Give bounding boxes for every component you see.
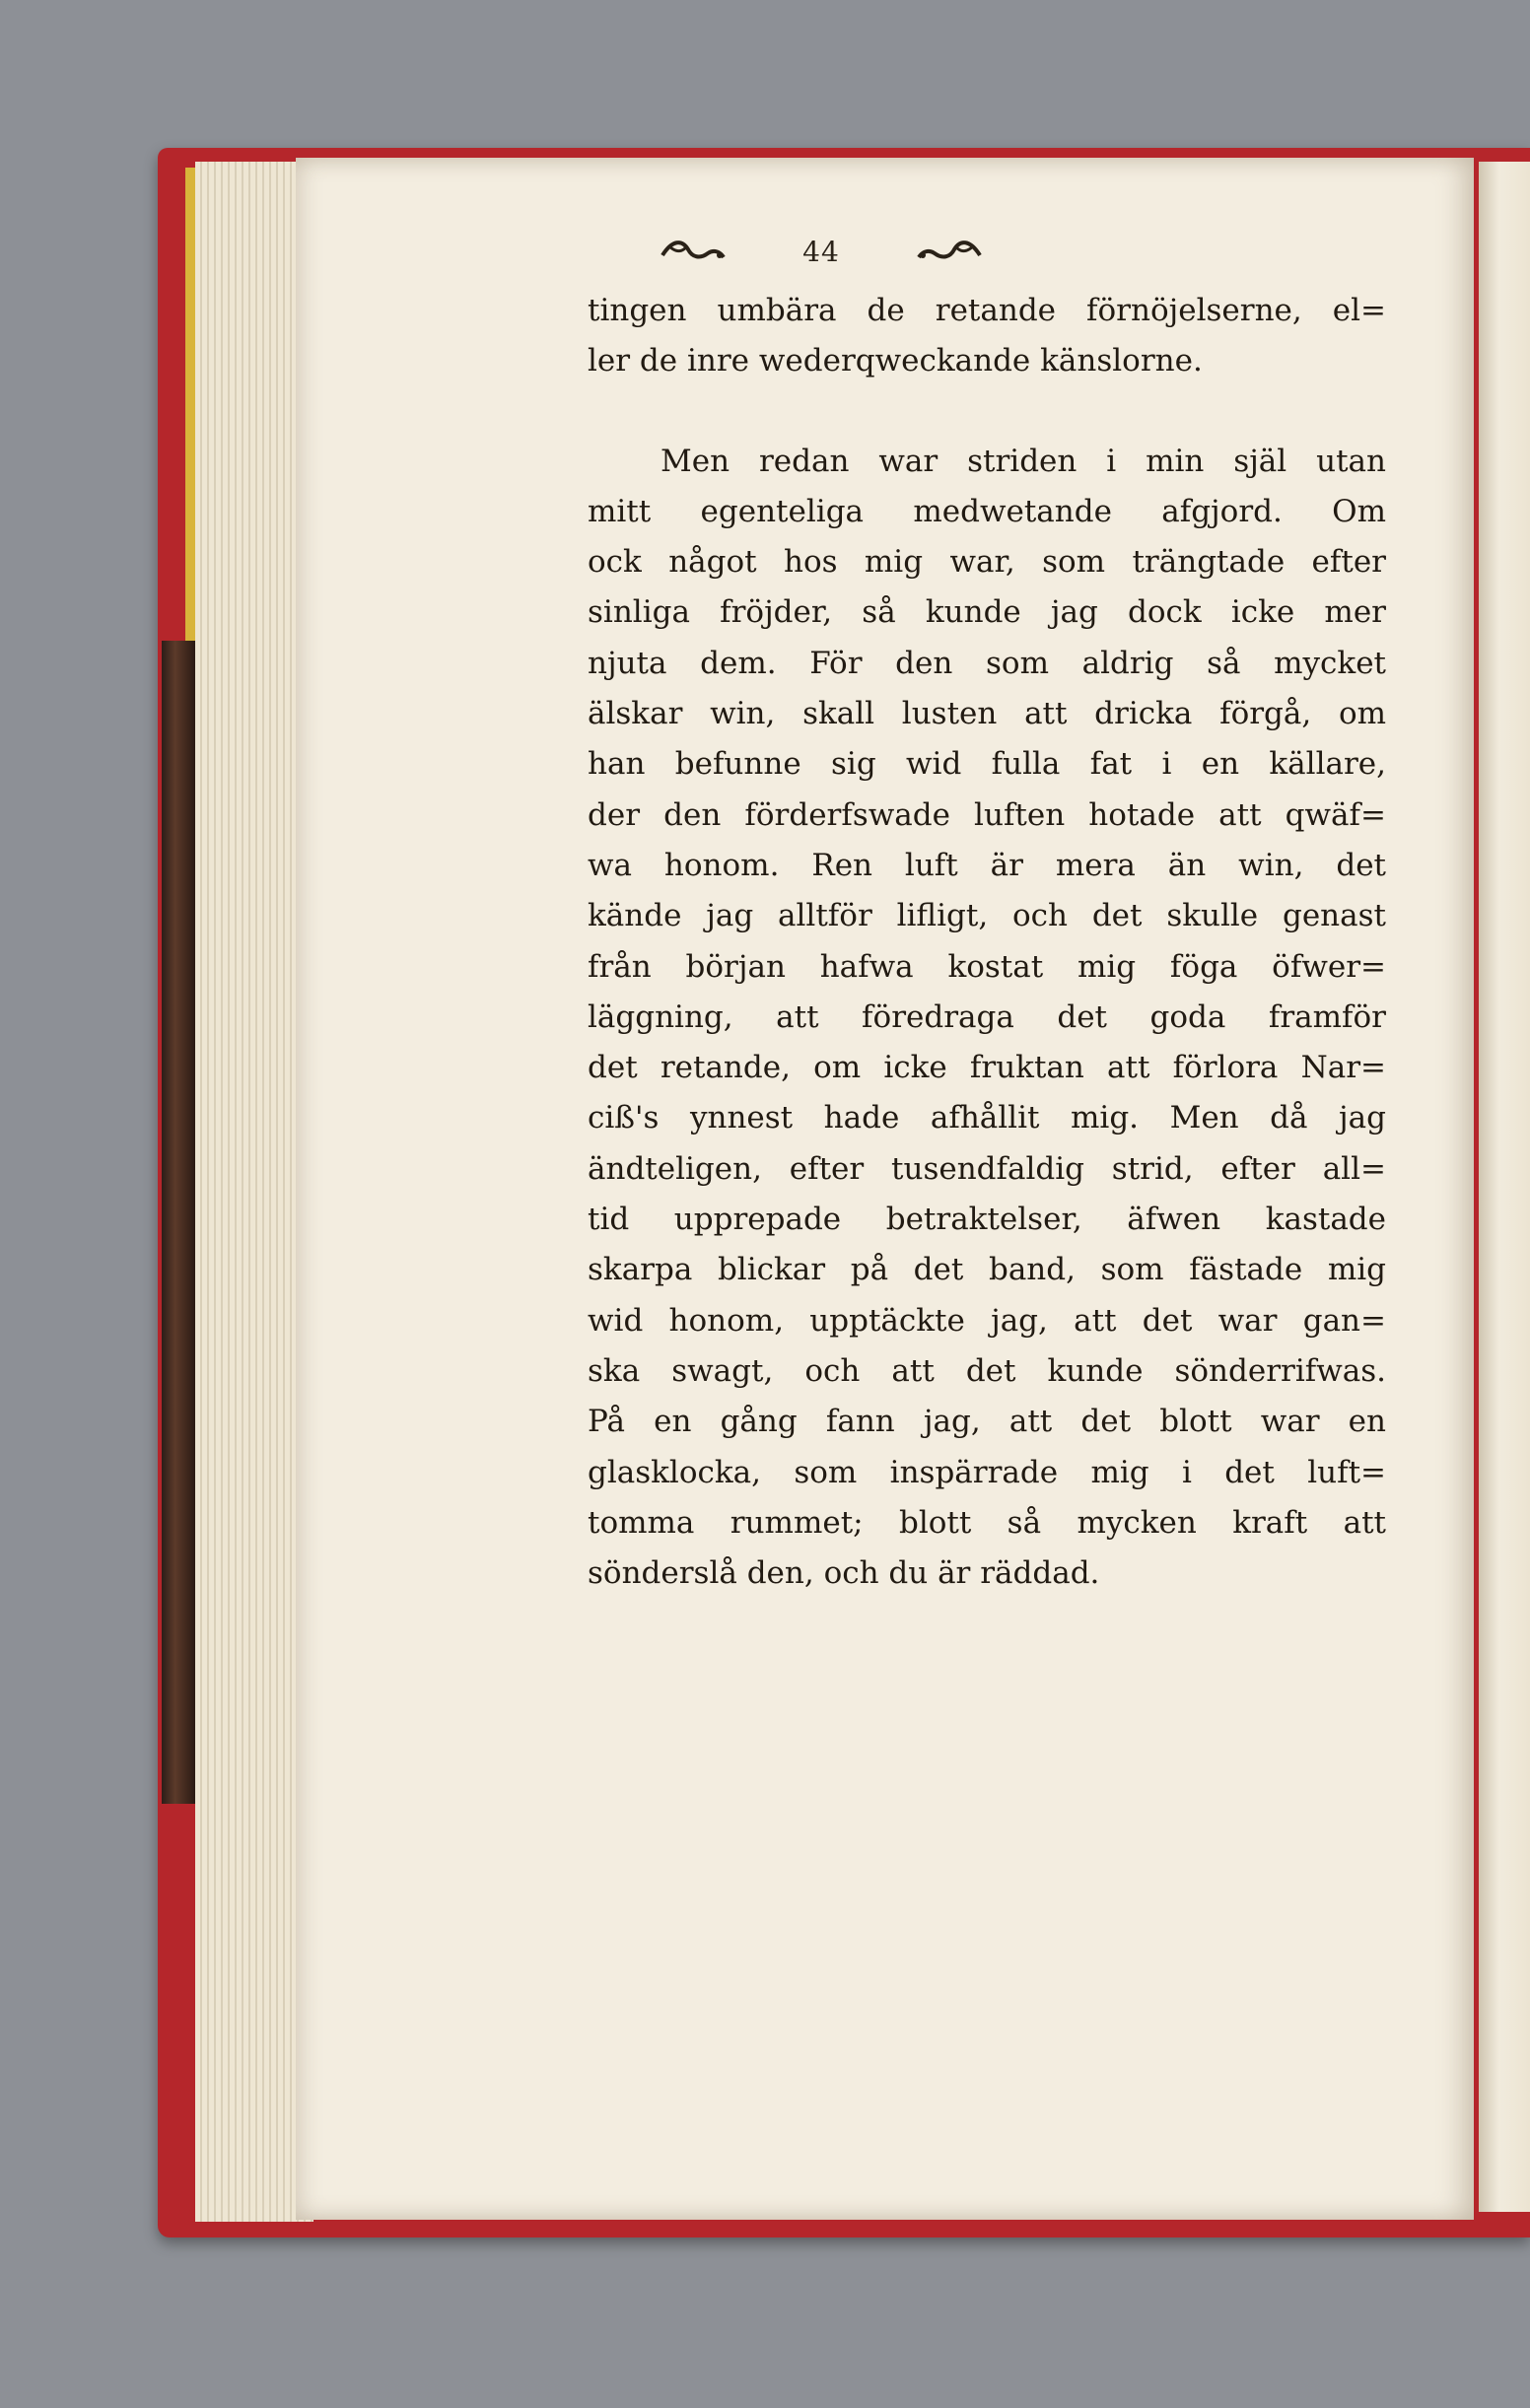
text-line: ciß's ynnest hade afhållit mig. Men då jag <box>588 1100 1386 1136</box>
gilt-edge <box>185 168 195 641</box>
text-line: ändteligen, efter tusendfaldig strid, efter all= <box>588 1150 1386 1187</box>
text-line: På en gång fann jag, att det blott war en <box>588 1404 1386 1440</box>
text-line: han befunne sig wid fulla fat i en källare, <box>588 746 1386 783</box>
page-header <box>659 217 984 286</box>
text-line: wa honom. Ren luft är mera än win, det <box>588 847 1386 883</box>
text-line: ler de inre wederqweckande känslorne. <box>588 343 1203 379</box>
text-line: tid upprepade betraktelser, äfwen kastade <box>588 1202 1386 1238</box>
text-line: sinliga fröjder, så kunde jag dock icke mer <box>588 594 1386 631</box>
text-line: glasklocka, som inspärrade mig i det luft= <box>588 1454 1386 1490</box>
text-line: der den förderfswade luften hotade att qwäf= <box>588 796 1386 833</box>
text-line: wid honom, upptäckte jag, att det war gan= <box>588 1302 1386 1339</box>
text-line: läggning, att föredraga det goda framför <box>588 998 1386 1035</box>
text-line: ska swagt, och att det kunde sönderrifwas. <box>588 1352 1386 1389</box>
text-line: det retande, om icke fruktan att förlora Nar= <box>588 1050 1386 1086</box>
text-line: njuta dem. För den som aldrig så mycket <box>588 645 1386 681</box>
right-ornament-icon <box>915 232 984 271</box>
facing-page-edge <box>1479 162 1530 2212</box>
text-line: ock något hos mig war, som trängtade efter <box>588 544 1386 581</box>
text-line: mitt egenteliga medwetande afgjord. Om <box>588 493 1386 529</box>
text-line: älskar win, skall lusten att dricka förgå, om <box>588 696 1386 732</box>
text-line: kände jag alltför lifligt, och det skulle genast <box>588 898 1386 934</box>
spine-leather-band <box>162 641 195 1804</box>
text-line: tingen umbära de retande förnöjelserne, el= <box>588 293 1386 328</box>
text-line: sönderslå den, och du är räddad. <box>588 1555 1100 1592</box>
page-number: 44 <box>802 235 840 268</box>
body-text <box>588 286 1386 1599</box>
text-line: skarpa blickar på det band, som fästade mig <box>588 1252 1386 1288</box>
left-ornament-icon <box>659 232 728 271</box>
text-line: från början hafwa kostat mig föga öfwer= <box>588 948 1386 985</box>
text-line: Men redan war striden i min själ utan <box>661 443 1386 479</box>
text-line: tomma rummet; blott så mycken kraft att <box>588 1504 1386 1541</box>
